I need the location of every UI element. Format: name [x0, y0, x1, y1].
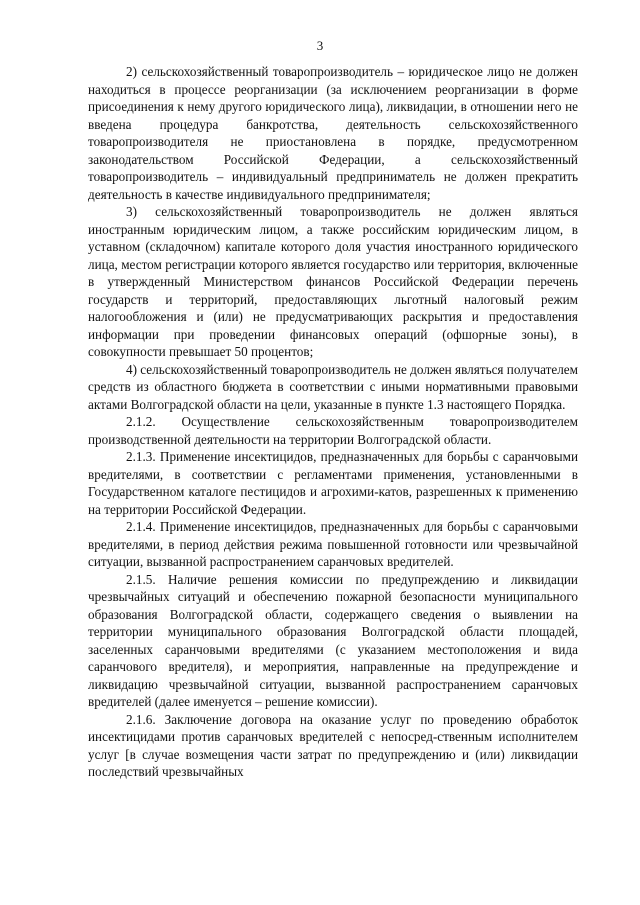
document-body — [88, 63, 578, 781]
paragraph-condition-4: 4) сельскохозяйственный товаропроизводитель не должен являться получателем средств из областного бюджета в соответствии с иными нормативными правовыми актами Волгоградской области на цели, указанные в пункте 1.3 настоящего Порядка. — [88, 361, 578, 412]
paragraph-condition-2: 2) сельскохозяйственный товаропроизводитель – юридическое лицо не должен находиться в процессе реорганизации (за исключением реорганизации в форме присоединения к нему другого юридического лица), ликвидации, в отношении него не введена процедура банкротства, деятельность сельскохозяйственного товаропроизводителя не приостановлена в порядке, предусмотренном законодательством Российской Федерации, а сельскохозяйственный товаропроизводитель – индивидуальный предприниматель не должен прекратить деятельность в качестве индивидуального предпринимателя; — [88, 64, 578, 202]
paragraph-2-1-4: 2.1.4. Применение инсектицидов, предназначенных для борьбы с саранчовыми вредителями, в период действия режима повышенной готовности или чрезвычайной ситуации, вызванной распространением саранчовых вредителей. — [88, 519, 578, 569]
page-number: 3 — [316, 38, 324, 53]
paragraph-2-1-5: 2.1.5. Наличие решения комиссии по предупреждению и ликвидации чрезвычайных ситуаций и обеспечению пожарной безопасности муниципального образования Волгоградской области, содержащего сведения о выявлении на территории муниципального образования Волгоградской области площадей, заселенных саранчовыми вредителями (с указанием местоположения и вида саранчового вредителя), и мероприятия, направленные на предупреждение и ликвидацию чрезвычайной ситуации, вызванной распространением саранчовых вредителей (далее именуется – решение комиссии). — [88, 571, 578, 709]
paragraph-2-1-3: 2.1.3. Применение инсектицидов, предназначенных для борьбы с саранчовыми вредителями, в соответствии с регламентами применения, установленными в Государственном каталоге пестицидов и агрохими-катов, разрешенных к применению на территории Российской Федерации. — [88, 449, 578, 517]
paragraph-2-1-6: 2.1.6. Заключение договора на оказание услуг по проведению обработок инсектицидами против саранчовых вредителей с непосред-ственным исполнителем услуг [в случае возмещения части затрат по предупреждению и (или) ликвидации последствий чрезвычайных — [88, 711, 578, 779]
paragraph-condition-3: 3) сельскохозяйственный товаропроизводитель не должен являться иностранным юридическим лицом, а также российским юридическим лицом, в уставном (складочном) капитале которого доля участия иностранного юридического лица, местом регистрации которого является государство или территория, включенные в утвержденный Министерством финансов Российской Федерации перечень государств и территорий, предоставляющих льготный налоговый режим налогообложения и (или) не предусматривающих раскрытия и предоставления информации при проведении финансовых операций (офшорные зоны), в совокупности превышает 50 процентов; — [88, 204, 578, 359]
paragraph-2-1-2: 2.1.2. Осуществление сельскохозяйственным товаропроизводителем производственной деятельности на территории Волгоградской области. — [88, 414, 578, 447]
